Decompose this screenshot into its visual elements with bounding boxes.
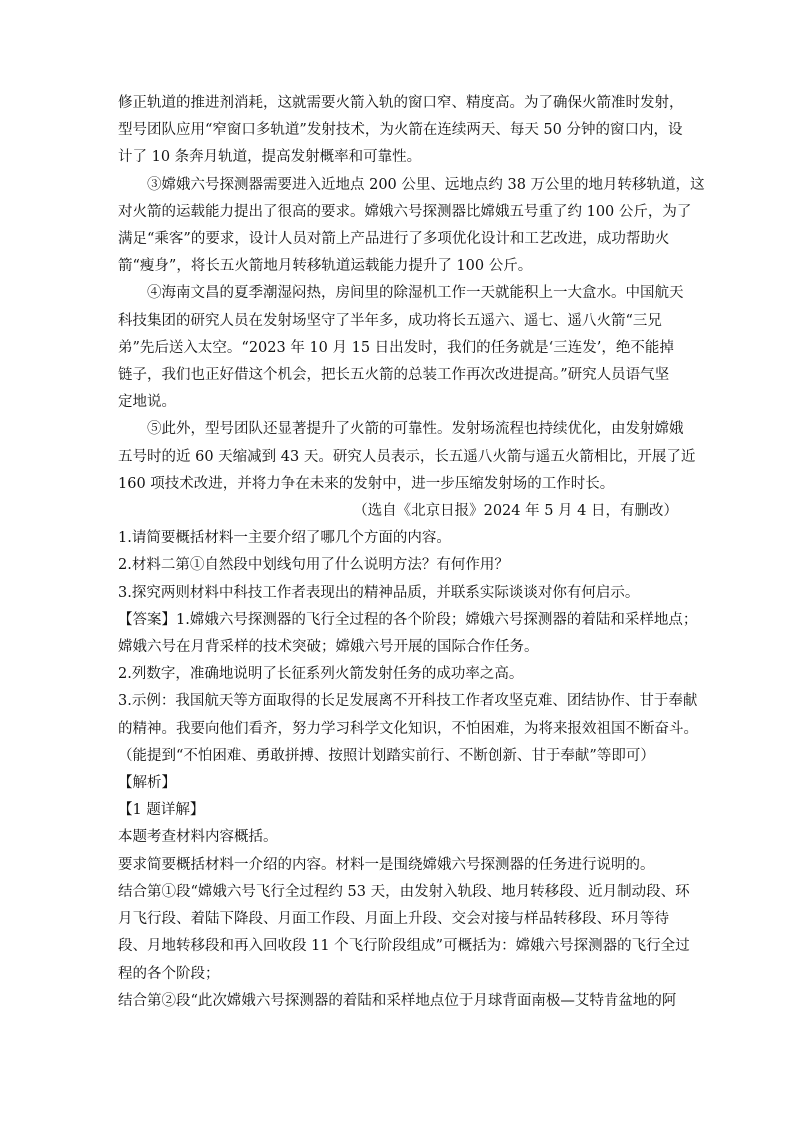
text-line: 计了 10 条奔月轨道，提高发射概率和可靠性。 xyxy=(118,149,422,166)
text-line: 160 项技术改进，并将力争在未来的发射中，进一步压缩发射场的工作时长。 xyxy=(118,475,615,492)
text-line: 2.列数字，准确地说明了长征系列火箭发射任务的成功率之高。 xyxy=(118,666,524,683)
text-line: ⑤此外，型号团队还显著提升了火箭的可靠性。发射场流程也持续优化，由发射嫦娥 xyxy=(147,421,684,438)
text-line: 嫦娥六号在月背采样的技术突破；嫦娥六号开展的国际合作任务。 xyxy=(118,639,539,656)
text-line: 的精神。我要向他们看齐，努力学习科学文化知识，不怕困难，为将来报效祖国不断奋斗。 xyxy=(118,720,698,737)
text-line: 结合第②段“此次嫦娥六号探测器的着陆和采样地点位于月球背面南极—艾特肯盆地的阿 xyxy=(118,992,677,1009)
text-line: ③嫦娥六号探测器需要进入近地点 200 公里、远地点约 38 万公里的地月转移轨道，这 xyxy=(147,176,705,193)
text-line: 1.请简要概括材料一主要介绍了哪几个方面的内容。 xyxy=(118,530,451,547)
text-line: 弟”先后送入太空。“2023 年 10 月 15 日出发时，我们的任务就是‘三连发’，绝不能掉 xyxy=(118,339,674,356)
text-line: 修正轨道的推进剂消耗，这就需要火箭入轨的窗口窄、精度高。为了确保火箭准时发射， xyxy=(118,95,684,111)
text-line: 型号团队应用“窄窗口多轨道”发射技术，为火箭在连续两天、每天 50 分钟的窗口内，设 xyxy=(118,122,683,139)
text-line: 科技集团的研究人员在发射场坚守了半年多，成功将长五遥六、遥七、遥八火箭“三兄 xyxy=(118,312,662,329)
text-line: （能提到“不怕困难、勇敢拼搏、按照计划踏实前行、不断创新、甘于奉献”等即可） xyxy=(118,747,655,764)
text-line: 要求简要概括材料一介绍的内容。材料一是围绕嫦娥六号探测器的任务进行说明的。 xyxy=(118,856,655,873)
text-line: ④海南文昌的夏季潮湿闷热，房间里的除湿机工作一天就能积上一大盒水。中国航天 xyxy=(147,285,684,302)
text-line: 月飞行段、着陆下降段、月面工作段、月面上升段、交会对接与样品转移段、环月等待 xyxy=(118,911,669,928)
text-line: （选自《北京日报》2024 年 5 月 4 日，有删改） xyxy=(353,503,678,520)
text-line: 五号时的近 60 天缩减到 43 天。研究人员表示，长五遥八火箭与遥五火箭相比，开展了近 xyxy=(118,448,696,465)
text-line: 结合第①段“嫦娥六号飞行全过程约 53 天，由发射入轨段、地月转移段、近月制动段、环 xyxy=(118,883,690,900)
text-line: 链子，我们也正好借这个机会，把长五火箭的总装工作再次改进提高。”研究人员语气坚 xyxy=(118,367,670,384)
document-page xyxy=(118,90,705,1015)
text-line: 本题考查材料内容概括。 xyxy=(118,829,278,846)
text-line: 2.材料二第①自然段中划线句用了什么说明方法？有何作用？ xyxy=(118,557,509,574)
text-line: 程的各个阶段； xyxy=(118,965,220,982)
text-line: 3.探究两则材料中科技工作者表现出的精神品质，并联系实际谈谈对你有何启示。 xyxy=(118,584,640,601)
text-line: 【答案】1.嫦娥六号探测器的飞行全过程的各个阶段；嫦娥六号探测器的着陆和采样地点； xyxy=(118,611,698,628)
text-line: 【1 题详解】 xyxy=(118,802,205,819)
text-line: 满足“乘客”的要求，设计人员对箭上产品进行了多项优化设计和工艺改进，成功帮助火 xyxy=(118,231,670,248)
text-line: 定地说。 xyxy=(118,394,176,411)
text-line: 【解析】 xyxy=(118,775,176,792)
text-line: 箭“瘦身”，将长五火箭地月转移轨道运载能力提升了 100 公斤。 xyxy=(118,258,533,275)
text-line: 3.示例：我国航天等方面取得的长足发展离不开科技工作者攻坚克难、团结协作、甘于奉献 xyxy=(118,693,698,710)
text-line: 对火箭的运载能力提出了很高的要求。嫦娥六号探测器比嫦娥五号重了约 100 公斤，为了 xyxy=(118,203,692,220)
text-line: 段、月地转移段和再入回收段 11 个飞行阶段组成”可概括为：嫦娥六号探测器的飞行全过 xyxy=(118,938,690,955)
